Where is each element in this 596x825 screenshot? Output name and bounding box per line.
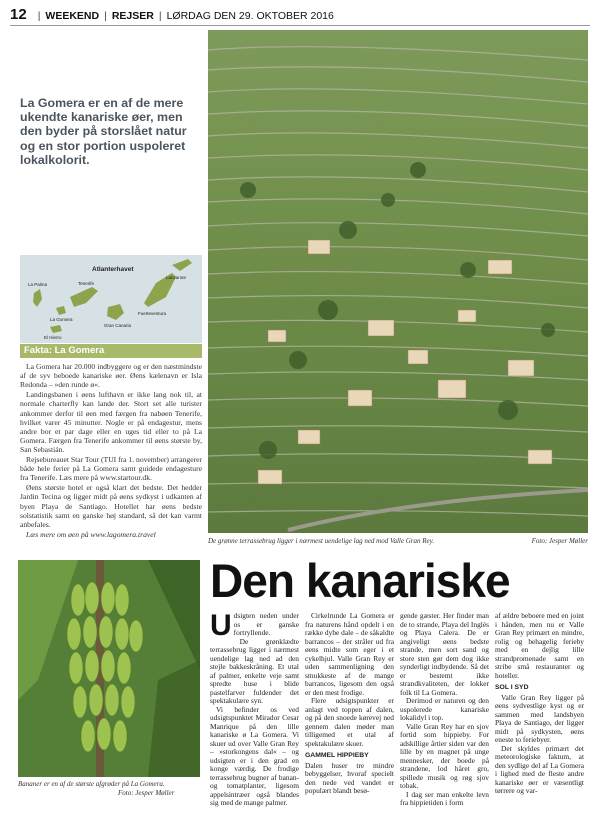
fakta-paragraph: Øens største hotel er også klart det bedste. Det hedder Jardin Tecina og ligger midt på øens sydkyst i udkanten af byen Playa de Santiago. Hotellet har øens bedste solstatistik samt en ganske høj standard, så det kan varmt anbefales.	[20, 483, 202, 529]
banana-caption: Bananer er en af de største afgrøder på La Gomera.	[18, 780, 165, 788]
terrace-photo-image	[208, 30, 588, 533]
article-paragraph: Valle Gran Rey har en sjov fortid som hippieby. For adskillige årtier siden var den lille by en magnet på unge mennesker, der boede på strandene, lod håret gro, spillede musik og røg sjov tobak.	[400, 721, 489, 790]
map-graphic	[20, 255, 202, 343]
banana-photo	[18, 560, 200, 777]
article-column-4	[495, 612, 584, 796]
banana-credit: Foto: Jesper Møller	[118, 788, 175, 797]
fakta-link: Læs mere om øen på www.lagomera.travel	[26, 529, 156, 539]
article-paragraph: af ældre beboere med en joint i hånden, men nu er Valle Gran Rey primært en mindre, rolig og behagelig ferieby med en dejlig lille strandpromenade samt en stribe små restauranter og hoteller.	[495, 611, 584, 680]
article-headline: Den kanariske	[210, 554, 510, 607]
map-label-la-gomera: La Gomera	[50, 317, 73, 322]
fakta-box	[20, 362, 202, 539]
map-label-el-hierro: El Hierro	[44, 335, 62, 340]
article-paragraph: Udsigten neden under os er ganske fortryllende.	[210, 609, 299, 642]
issue-date: LØRDAG DEN 29. OKTOBER 2016	[166, 10, 334, 22]
article-column-3	[400, 612, 489, 808]
map-ocean-label: Atlanterhavet	[92, 266, 134, 273]
fakta-paragraph: La Gomera har 20.000 indbyggere og er den næstmindste af de syv beboede kanariske øer. Øens kælenavn er Isla Redonda – »den runde ø«.	[20, 362, 202, 390]
terrace-photo	[208, 30, 588, 533]
article-paragraph: Valle Gran Rey ligger på øens sydvestlige kyst og er sammen med landsbyen Playa de Santiago, der ligger midt på sydkysten, øens eneste to feriebyer.	[495, 692, 584, 744]
canary-islands-map	[20, 255, 202, 343]
terrace-credit: Foto: Jesper Møller	[531, 537, 588, 545]
article-subheading: GAMMEL HIPPIEBY	[305, 752, 369, 759]
article-paragraph: gende gæster. Her finder man de to strande, Playa del Inglés og Playa Calera. De er angiveligt øens bedste strande, men sort sand og store sten gør dem dog ikke synderligt indbydende. Så det er bestemt ikke strandkvaliteten, der lokker folk til La Gomera.	[400, 611, 489, 697]
map-label-la-palma: La Palma	[28, 282, 48, 287]
article-paragraph: Dalen huser tre mindre bebyggelser, hvoraf specielt den nede ved vandet er populært blandt besø-	[305, 760, 394, 795]
terrace-caption: De grønne terrassebrug ligger i nærmest uendelige lag ned mod Valle Gran Rey.	[208, 537, 435, 545]
article-paragraph: Cirkelrunde La Gomera er fra naturens hånd opdelt i en række dybe dale – de såkaldte barrancos – der stråler ud fra øens midte som eger i et cykelhjul. Valle Gran Rey er uden sammenligning den smukkeste af de mange barrancos, ligesom den også er den mest frodige.	[305, 611, 394, 697]
subsection-name: REJSER	[111, 10, 154, 22]
article-paragraph: I dag ser man enkelte levn fra hippietiden i form	[400, 789, 489, 807]
article-lead: La Gomera er en af de mere ukendte kanariske øer, men den byder på storslået natur og en stor portion uspoleret lokalkolorit.	[20, 96, 187, 167]
article-paragraph: Derimod er naturen og den uspolerede kanariske lokalidyl i top.	[400, 696, 489, 722]
article-subheading: SOL I SYD	[495, 684, 529, 691]
article-paragraph: Vi befinder os ved udsigtspunktet Mirador Cesar Manrique på den lille kanariske ø La Gomera. Vi skuer ud over Valle Gran Rey – »storkongens dal« – og udsigten er i den grad en konge værdig. De frodige terrassebrug bugner af banan- og tomatplanter, ligesom appelsintræer også blandes sig med de mange palmer.	[210, 704, 299, 807]
article-column-2	[305, 612, 394, 796]
fakta-paragraph: Landingsbanen i øens lufthavn er ikke lang nok til, at normale charterfly kan lande der. Stort set alle turister ankommer derfor til øen med færgen fra nabøen Tenerife, hvilket varer 45 minutter. Nogle er på endagestur, mens andre bor et par dage eller en uges tid eller to på La Gomera. Færgen fra Tenerife ankommer til øens største by, San Sebastián.	[20, 390, 202, 455]
map-label-tenerife: Tenerife	[78, 281, 95, 286]
drop-cap: U	[210, 609, 232, 642]
article-column-1	[210, 609, 299, 808]
fakta-heading: Fakta: La Gomera	[20, 344, 202, 358]
article-paragraph: Flere udsigtspunkter er anlagt ved toppen af dalen, og på den snoede kørevej ned gennem dalen møder man tilligemed et utal af spektakulære skuer.	[305, 696, 394, 748]
section-name: WEEKEND	[45, 10, 100, 22]
page-header: 12 | WEEKEND | REJSER | LØRDAG DEN 29. OKTOBER 2016	[10, 6, 590, 26]
article-paragraph: Det skyldes primært det meteorologiske faktum, at den sydlige del af La Gomera i lighed med de fleste andre kanariske øer er væsentligt tørrere og var-	[495, 743, 584, 795]
article-paragraph: De grønklædte terrassebrug ligger i nærmest uendelige lag ned ad den stejle bakkeskråning. Et utal af palmer, enkelte veje samt spredte huse i blide pastelfarver fuldender det spektakulære syn.	[210, 636, 299, 705]
map-label-fuerteventura: Fuerteventura	[138, 311, 167, 316]
banana-photo-image	[18, 560, 200, 777]
page-number: 12	[10, 6, 27, 23]
map-label-lanzarote: Lanzarote	[166, 275, 187, 280]
banana-caption-block	[18, 780, 200, 797]
terrace-caption-row	[208, 537, 588, 545]
fakta-paragraph: Rejsebureauet Star Tour (TUI fra 1. november) arrangerer både hele ferier på La Gomera samt guidede endagesture fra Tenerife. Læs mere på www.startour.dk.	[20, 455, 203, 483]
map-label-gran-canaria: Gran Canaria	[104, 323, 132, 328]
